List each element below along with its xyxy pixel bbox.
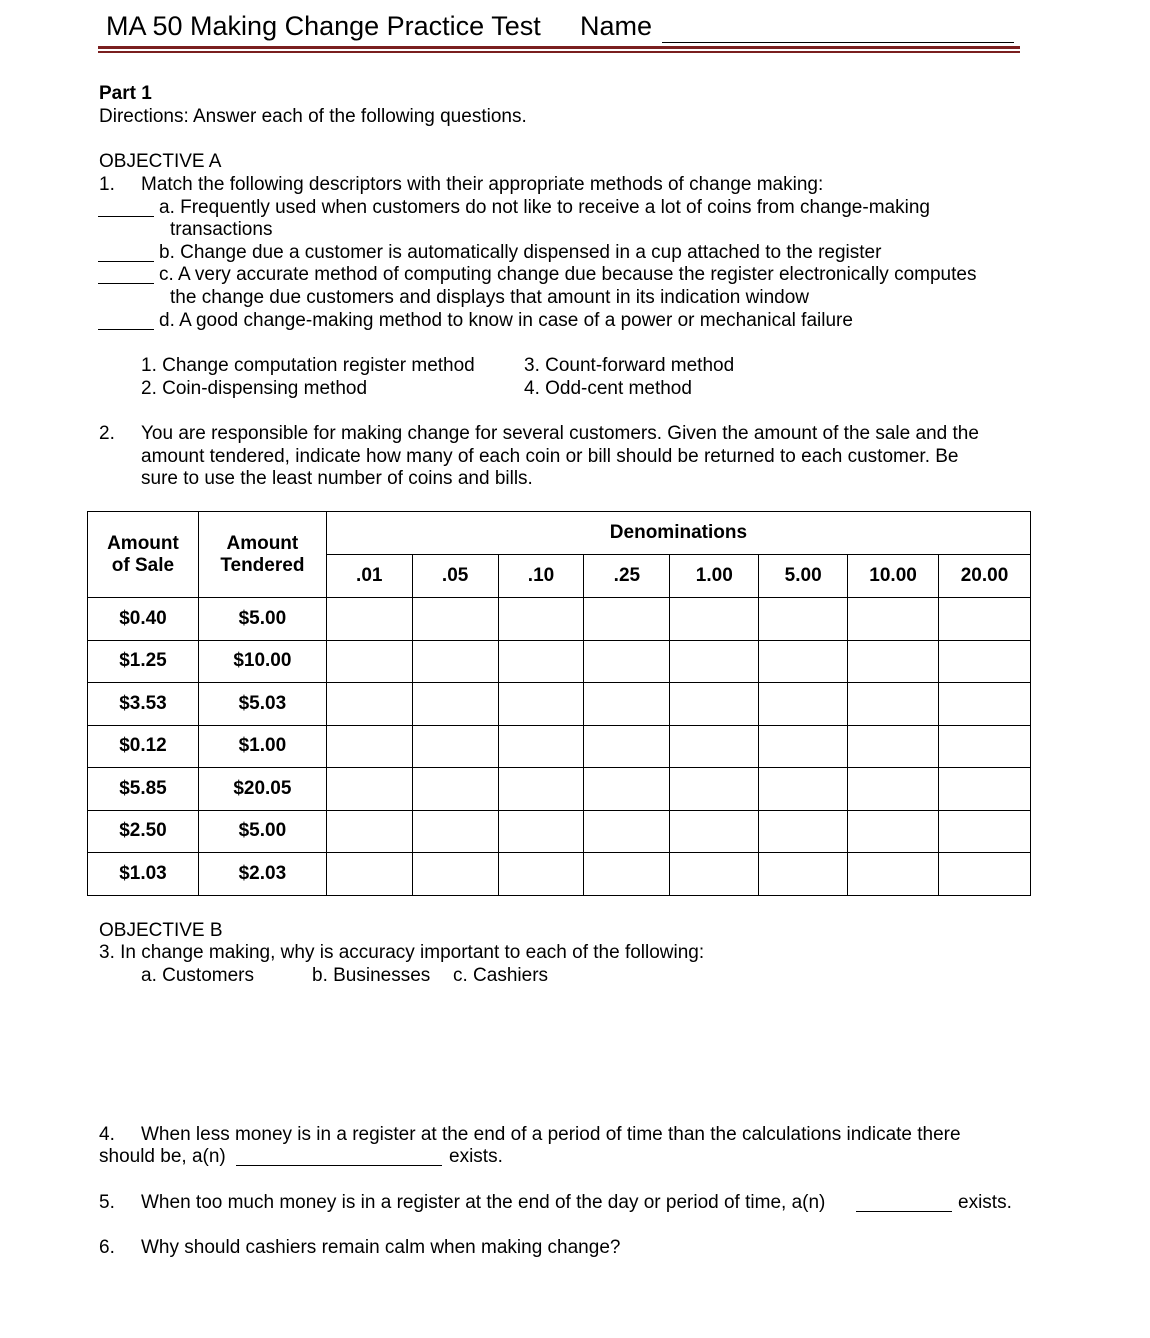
answer-cell[interactable] (584, 853, 670, 896)
answer-cell[interactable] (759, 853, 848, 896)
denomination-header: 5.00 (759, 555, 848, 598)
answer-cell[interactable] (412, 640, 498, 683)
answer-cell[interactable] (326, 598, 412, 641)
answer-cell[interactable] (498, 725, 584, 768)
q1d-text: d. A good change-making method to know in case of a power or mechanical failure (159, 310, 853, 331)
answer-cell[interactable] (326, 640, 412, 683)
answer-cell[interactable] (584, 683, 670, 726)
table-row (88, 640, 1031, 683)
answer-cell[interactable] (326, 725, 412, 768)
q1c-text-cont: the change due customers and displays that amount in its indication window (170, 287, 809, 308)
change-table (87, 511, 1031, 896)
table-row (88, 768, 1031, 811)
answer-cell[interactable] (848, 725, 939, 768)
method-1: 1. Change computation register method (141, 355, 475, 376)
q1-number: 1. (99, 174, 115, 195)
q4-line-2-start: should be, a(n) (99, 1146, 226, 1167)
table-row (88, 853, 1031, 896)
q3-option-c: c. Cashiers (453, 965, 549, 986)
answer-cell[interactable] (670, 598, 759, 641)
q2-line-1: You are responsible for making change for several customers. Given the amount of the sale and the (141, 423, 979, 444)
table-row (88, 725, 1031, 768)
answer-cell[interactable] (848, 810, 939, 853)
q1a-text-cont: transactions (170, 219, 273, 240)
answer-cell[interactable] (759, 810, 848, 853)
header-rule-thin (98, 51, 1020, 53)
answer-cell[interactable] (412, 853, 498, 896)
tendered-amount-cell: $20.05 (198, 768, 326, 811)
q6-number: 6. (99, 1237, 115, 1258)
q5-text: When too much money is in a register at the end of the day or period of time, a(n) (141, 1192, 826, 1213)
table-row (88, 683, 1031, 726)
method-3: 3. Count-forward method (524, 355, 735, 376)
answer-cell[interactable] (759, 725, 848, 768)
answer-cell[interactable] (939, 683, 1031, 726)
name-label: Name (580, 11, 653, 41)
denomination-header: .25 (584, 555, 670, 598)
answer-cell[interactable] (326, 768, 412, 811)
method-4: 4. Odd-cent method (524, 378, 692, 399)
tendered-amount-cell: $2.03 (198, 853, 326, 896)
header-rule (98, 46, 1020, 49)
header-amount-tendered: Amount Tendered (198, 512, 326, 598)
denomination-header: .01 (326, 555, 412, 598)
table-row (88, 810, 1031, 853)
answer-cell[interactable] (412, 810, 498, 853)
q4-number: 4. (99, 1124, 115, 1145)
answer-cell[interactable] (848, 598, 939, 641)
answer-cell[interactable] (670, 683, 759, 726)
answer-cell[interactable] (498, 768, 584, 811)
sale-amount-cell: $1.25 (88, 640, 199, 683)
table-row (88, 598, 1031, 641)
q1b-text: b. Change due a customer is automatically dispensed in a cup attached to the register (159, 242, 882, 263)
denomination-header: .10 (498, 555, 584, 598)
q2-number: 2. (99, 423, 115, 444)
answer-cell[interactable] (759, 683, 848, 726)
answer-cell[interactable] (584, 768, 670, 811)
q1c-answer-blank[interactable] (98, 267, 154, 290)
sale-amount-cell: $1.03 (88, 853, 199, 896)
q3-option-b: b. Businesses (312, 965, 431, 986)
tendered-amount-cell: $5.03 (198, 683, 326, 726)
q2-line-2: amount tendered, indicate how many of each coin or bill should be returned to each customer. Be (141, 446, 959, 467)
answer-cell[interactable] (848, 768, 939, 811)
q1d-answer-blank[interactable] (98, 313, 154, 336)
denomination-header: 20.00 (939, 555, 1031, 598)
answer-cell[interactable] (939, 810, 1031, 853)
q5-text-end: exists. (958, 1192, 1012, 1213)
header-amount-of-sale: Amount of Sale (88, 512, 199, 598)
sale-amount-cell: $3.53 (88, 683, 199, 726)
part-heading: Part 1 (99, 83, 152, 104)
answer-cell[interactable] (939, 725, 1031, 768)
q6-text: Why should cashiers remain calm when making change? (141, 1237, 621, 1258)
sale-amount-cell: $5.85 (88, 768, 199, 811)
answer-cell[interactable] (670, 853, 759, 896)
tendered-amount-cell: $5.00 (198, 598, 326, 641)
answer-cell[interactable] (670, 725, 759, 768)
answer-cell[interactable] (939, 768, 1031, 811)
answer-cell[interactable] (498, 853, 584, 896)
sale-amount-cell: $0.12 (88, 725, 199, 768)
answer-cell[interactable] (498, 640, 584, 683)
tendered-amount-cell: $5.00 (198, 810, 326, 853)
q4-answer-blank[interactable] (236, 1149, 442, 1166)
answer-cell[interactable] (939, 598, 1031, 641)
q1-prompt: Match the following descriptors with their appropriate methods of change making: (141, 174, 824, 195)
directions: Directions: Answer each of the following questions. (99, 106, 527, 127)
denomination-header: 10.00 (848, 555, 939, 598)
answer-cell[interactable] (670, 640, 759, 683)
answer-cell[interactable] (939, 853, 1031, 896)
answer-cell[interactable] (326, 683, 412, 726)
q3-prompt: 3. In change making, why is accuracy important to each of the following: (99, 942, 705, 963)
q1a-answer-blank[interactable] (98, 200, 154, 223)
tendered-amount-cell: $10.00 (198, 640, 326, 683)
answer-cell[interactable] (412, 598, 498, 641)
page-title: MA 50 Making Change Practice Test (106, 11, 541, 41)
answer-cell[interactable] (939, 640, 1031, 683)
answer-cell[interactable] (670, 768, 759, 811)
q1a-text: a. Frequently used when customers do not like to receive a lot of coins from change-making (159, 197, 930, 218)
q3-option-a: a. Customers (141, 965, 254, 986)
denomination-header: 1.00 (670, 555, 759, 598)
answer-cell[interactable] (498, 598, 584, 641)
sale-amount-cell: $2.50 (88, 810, 199, 853)
answer-cell[interactable] (584, 640, 670, 683)
tendered-amount-cell: $1.00 (198, 725, 326, 768)
answer-cell[interactable] (848, 640, 939, 683)
objective-b-heading: OBJECTIVE B (99, 920, 223, 941)
answer-cell[interactable] (584, 598, 670, 641)
q1c-text: c. A very accurate method of computing change due because the register electronically computes (159, 264, 977, 285)
denomination-header: .05 (412, 555, 498, 598)
objective-a-heading: OBJECTIVE A (99, 151, 222, 172)
answer-cell[interactable] (848, 853, 939, 896)
answer-cell[interactable] (848, 683, 939, 726)
answer-cell[interactable] (759, 598, 848, 641)
answer-cell[interactable] (412, 683, 498, 726)
answer-cell[interactable] (412, 725, 498, 768)
q4-line-2-end: exists. (449, 1146, 503, 1167)
answer-cell[interactable] (498, 810, 584, 853)
answer-cell[interactable] (759, 640, 848, 683)
answer-cell[interactable] (759, 768, 848, 811)
answer-cell[interactable] (584, 725, 670, 768)
sale-amount-cell: $0.40 (88, 598, 199, 641)
q5-answer-blank[interactable] (856, 1195, 952, 1212)
answer-cell[interactable] (584, 810, 670, 853)
header-denominations: Denominations (326, 512, 1030, 555)
q5-number: 5. (99, 1192, 115, 1213)
name-input-line[interactable] (662, 42, 1014, 43)
method-2: 2. Coin-dispensing method (141, 378, 368, 399)
answer-cell[interactable] (498, 683, 584, 726)
answer-cell[interactable] (326, 853, 412, 896)
answer-cell[interactable] (670, 810, 759, 853)
answer-cell[interactable] (326, 810, 412, 853)
answer-cell[interactable] (412, 768, 498, 811)
q2-line-3: sure to use the least number of coins and bills. (141, 468, 533, 489)
q1b-answer-blank[interactable] (98, 245, 154, 268)
q4-line-1: When less money is in a register at the end of a period of time than the calculations indicate there (141, 1124, 961, 1145)
